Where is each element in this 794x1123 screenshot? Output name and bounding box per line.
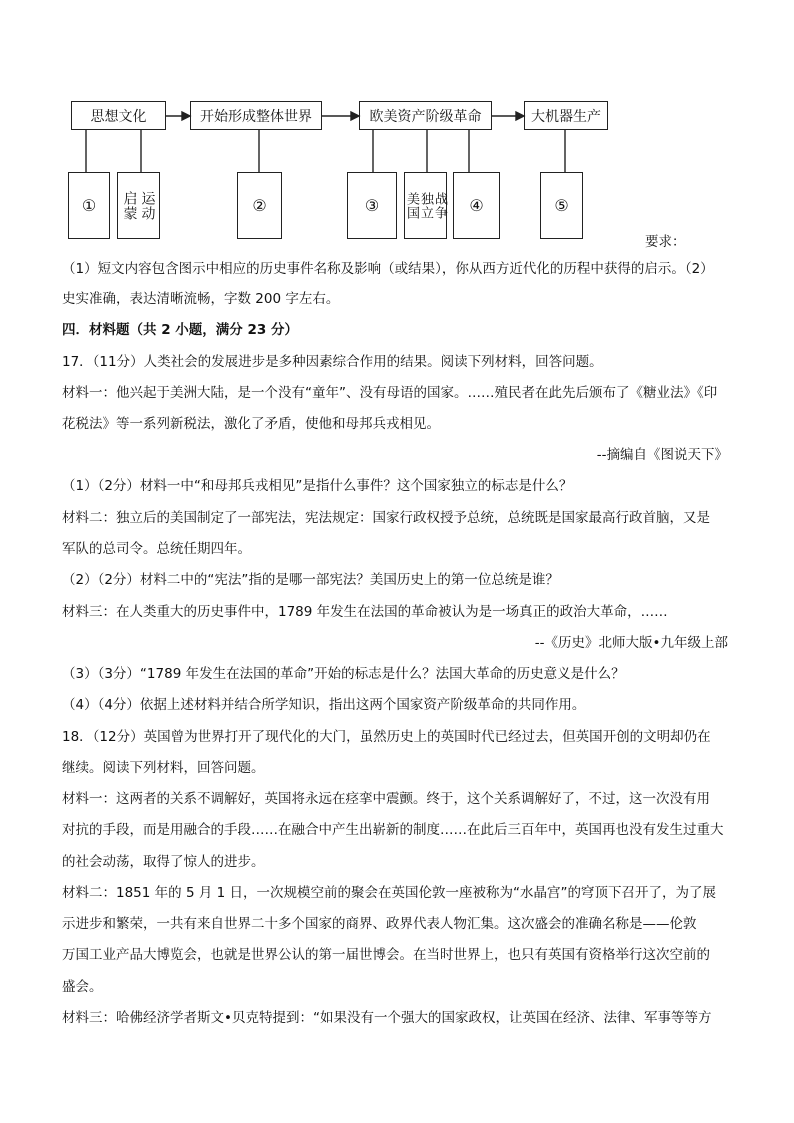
section-heading: 四．材料题（共 2 小题，满分 23 分） (62, 322, 298, 338)
question-17-intro: 17．（11分）人类社会的发展进步是多种因素综合作用的结果。阅读下列材料，回答问题。 (62, 354, 603, 370)
box-circle-1 (68, 172, 110, 239)
box-qimeng-yundong (117, 172, 160, 239)
text-line: 对抗的手段，而是用融合的手段……在融合中产生出崭新的制度……在此后三百年中，英国再也没有发生过重大 (62, 822, 724, 838)
qimeng-col-0: 启蒙 (121, 190, 138, 221)
text-line: （1）短文内容包含图示中相应的历史事件名称及影响（或结果），你从西方近代化的历程中获得的启示。（2） (62, 261, 714, 277)
box-circle-4 (453, 172, 500, 239)
text-line: 材料三：在人类重大的历史事件中，1789 年发生在法国的革命被认为是一场真正的政治大革命，…… (62, 604, 668, 620)
label-circle-5: ⑤ (554, 196, 569, 215)
text-line: 万国工业产品大博览会，也就是世界公认的第一届世博会。在当时世界上，也只有英国有资格举行这次空前的 (62, 947, 710, 963)
question-18-intro: 18．（12分）英国曾为世界打开了现代化的大门，虽然历史上的英国时代已经过去，但英国开创的文明却仍在 (62, 729, 711, 745)
requirement-label: 要求： (645, 234, 686, 250)
text-line: 继续。阅读下列材料，回答问题。 (62, 760, 265, 776)
text-line: 军队的总司令。总统任期四年。 (62, 541, 251, 557)
label-circle-2: ② (252, 196, 267, 215)
question-17-2: （2）（2分）材料二中的“宪法”指的是哪一部宪法？美国历史上的第一位总统是谁？ (62, 572, 559, 588)
question-17-3: （3）（3分）“1789 年发生在法国的革命”开始的标志是什么？法国大革命的历史意义是什么？ (62, 666, 625, 682)
question-17-1: （1）（2分）材料一中“和母邦兵戎相见”是指什么事件？这个国家独立的标志是什么？ (62, 478, 573, 494)
box-sixiang-wenhua: 思想文化 (71, 101, 166, 130)
box-circle-5 (540, 172, 583, 239)
text-line: 史实准确，表达清晰流畅，字数 200 字左右。 (62, 291, 340, 307)
text-line: 盛会。 (62, 979, 103, 995)
text-line: 材料二：独立后的美国制定了一部宪法，宪法规定：国家行政权授予总统，总统既是国家最高行政首脑，又是 (62, 510, 710, 526)
box-zichan-jieji-geming: 欧美资产阶级革命 (359, 101, 492, 130)
text-line: 花税法》等一系列新税法，激化了矛盾，使他和母邦兵戎相见。 (62, 416, 440, 432)
question-17-4: （4）（4分）依据上述材料并结合所学知识，指出这两个国家资产阶级革命的共同作用。 (62, 697, 586, 713)
duli-col-2: 战争 (432, 191, 447, 220)
text-line: 材料三：哈佛经济学者斯文•贝克特提到：“如果没有一个强大的国家政权，让英国在经济、法律、军事等等方 (62, 1010, 712, 1026)
duli-col-1: 独立 (418, 191, 433, 220)
box-circle-3 (347, 172, 397, 239)
text-line: 材料二：1851 年的 5 月 1 日，一次规模空前的聚会在英国伦敦一座被称为“水晶宫”的穹顶下召开了，为了展 (62, 885, 716, 901)
text-line: 示进步和繁荣，一共有来自世界二十多个国家的商界、政界代表人物汇集。这次盛会的准确名称是——伦敦 (62, 916, 697, 932)
box-meiguo-duli-zhanzheng (404, 172, 447, 239)
source-note-2: --《历史》北师大版•九年级上部 (534, 635, 728, 651)
box-zhengti-shijie: 开始形成整体世界 (190, 101, 322, 130)
qimeng-col-1: 运动 (139, 190, 156, 221)
duli-col-0: 美国 (404, 191, 419, 220)
box-dajiqi-shengchan: 大机器生产 (524, 101, 608, 130)
source-note-1: --摘编自《图说天下》 (596, 447, 728, 463)
text-line: 材料一：他兴起于美洲大陆，是一个没有“童年”、没有母语的国家。……殖民者在此先后颁布了《糖业法》《印 (62, 385, 718, 401)
box-circle-2 (237, 172, 282, 239)
label-circle-4: ④ (469, 196, 484, 215)
label-circle-1: ① (81, 196, 97, 215)
text-line: 的社会动荡，取得了惊人的进步。 (62, 854, 265, 870)
label-circle-3: ③ (364, 196, 380, 215)
text-line: 材料一：这两者的关系不调解好，英国将永远在痉挛中震颤。终于，这个关系调解好了，不过，这一次没有用 (62, 791, 710, 807)
